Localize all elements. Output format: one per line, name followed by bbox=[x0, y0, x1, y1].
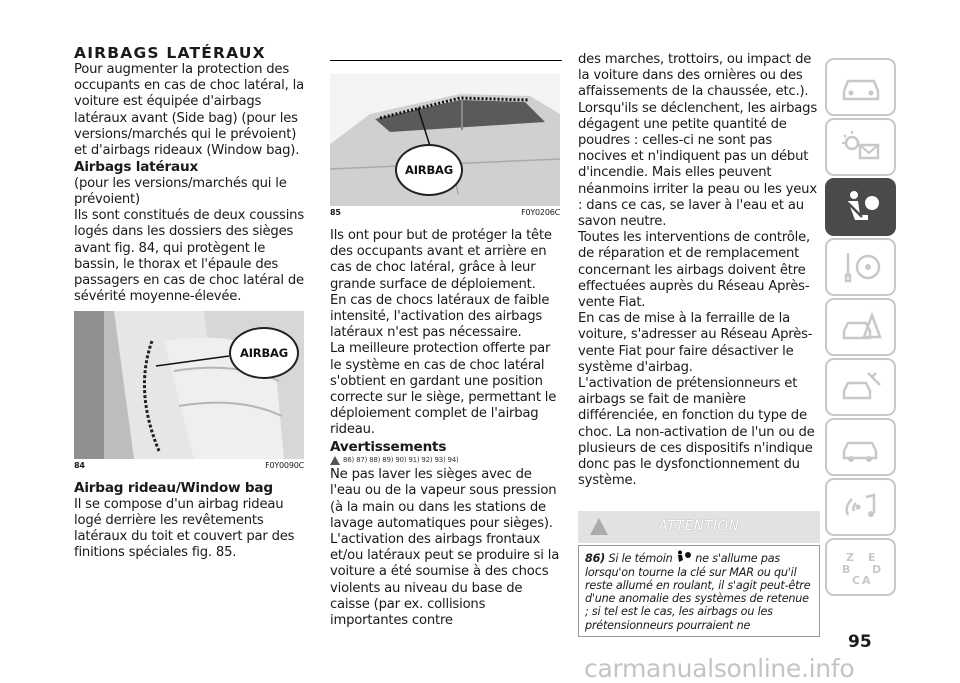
window-bag-paragraph: Il se compose d'un airbag rideau logé derrière les revêtements latéraux du toit et couvert par des finitions spéciales fig. 85. bbox=[74, 496, 295, 561]
attention-banner bbox=[578, 511, 820, 543]
multimedia-icon bbox=[838, 487, 884, 527]
tab-safety-airbag[interactable] bbox=[825, 178, 896, 236]
warning-lights-icon bbox=[838, 127, 884, 167]
tab-multimedia[interactable] bbox=[825, 478, 896, 536]
attention-label: ATTENTION bbox=[658, 519, 740, 535]
warning-references bbox=[330, 455, 562, 465]
column-right bbox=[578, 52, 820, 637]
column-left bbox=[74, 44, 310, 562]
paragraph: En cas de chocs latéraux de faible intensité, l'activation des airbags latéraux n'est pas nécessaire. bbox=[330, 292, 550, 341]
subheading-window-bag: Airbag rideau/Window bag bbox=[74, 480, 273, 497]
paragraph: Toutes les interventions de contrôle, de réparation et de remplacement concernant les airbags doivent être effectuées auprès du Réseau Après-vente Fiat. bbox=[578, 230, 811, 311]
index-letter: A bbox=[861, 574, 871, 587]
paragraph: Ils ont pour but de protéger la tête des occupants avant et arrière en cas de choc latéral, grâce à leur grande surface de déploiement. bbox=[330, 228, 552, 292]
paragraph: Ne pas laver les sièges avec de l'eau ou de la vapeur sous pression (à la main ou dans les stations de lavage automatiques pour sièges). bbox=[330, 467, 557, 531]
tab-starting-driving[interactable] bbox=[825, 238, 896, 296]
figure-85-image bbox=[330, 74, 560, 206]
paragraph: En cas de mise à la ferraille de la voiture, s'adresser au Réseau Après-vente Fiat pour faire désactiver le système d'airbag. bbox=[578, 311, 813, 375]
attention-number: 86) bbox=[585, 552, 606, 566]
index-letter: E bbox=[867, 551, 876, 564]
intro-paragraph: Pour augmenter la protection des occupants en cas de choc latéral, la voiture est équipée d'airbags latéraux avant (Side bag) (pour les versions/marchés qui le prévoient) et d'airbags rideaux (Window bag). bbox=[74, 62, 304, 159]
index-letter: D bbox=[871, 563, 881, 576]
warning-triangle-icon bbox=[590, 518, 608, 535]
figure-code: F0Y0206C bbox=[521, 208, 560, 217]
tab-emergency[interactable] bbox=[825, 298, 896, 356]
index-icon bbox=[838, 547, 884, 587]
steering-key-icon bbox=[838, 247, 884, 287]
tab-technical-data[interactable] bbox=[825, 418, 896, 476]
page-number: 95 bbox=[848, 632, 872, 652]
figure-85 bbox=[330, 74, 562, 218]
index-letter: C bbox=[851, 574, 860, 587]
figure-85-caption bbox=[330, 208, 560, 218]
figure-84 bbox=[74, 311, 310, 471]
airbag-label-badge: AIRBAG bbox=[395, 144, 463, 196]
airbag-label-badge: AIRBAG bbox=[229, 327, 299, 379]
side-airbags-note: (pour les versions/marchés qui le prévoient) bbox=[74, 175, 287, 207]
figure-84-caption bbox=[74, 461, 304, 471]
index-letter: B bbox=[841, 563, 850, 576]
paragraph: L'activation de prétensionneurs et airbags se fait de manière différenciée, en fonction du type de choc. La non-activation de l'un ou de plusieurs de ces dispositifs n'indique donc pas le dysfonctionnement du système. bbox=[578, 376, 815, 489]
watermark: carmanualsonline.info bbox=[584, 654, 855, 683]
seat-airbag-icon bbox=[838, 187, 884, 227]
paragraph: L'activation des airbags frontaux et/ou latéraux peut se produire si la voiture a été soumise à des chocs violents au niveau du base de caisse (par ex. collisions importantes contre bbox=[330, 531, 560, 628]
figure-84-image bbox=[74, 311, 304, 459]
figure-number: 84 bbox=[74, 461, 85, 471]
maintenance-icon bbox=[838, 367, 884, 407]
car-dashboard-icon bbox=[838, 67, 884, 107]
column-divider bbox=[330, 60, 562, 61]
paragraph: Lorsqu'ils se déclenchent, les airbags dégagent une petite quantité de poudres : celles-ci ne sont pas nocives et n'indiquent pas un début d'incendie. Mais elles peuvent néanmoins irriter la peau ou les yeux : dans ce cas, se laver à l'eau et au savon neutre. bbox=[578, 100, 818, 230]
index-letter: Z bbox=[845, 551, 854, 564]
chapter-tabs bbox=[825, 58, 896, 598]
tab-car-dashboard[interactable] bbox=[825, 58, 896, 116]
emergency-triangle-icon bbox=[838, 307, 884, 347]
technical-data-icon bbox=[838, 427, 884, 467]
side-airbags-paragraph: Ils sont constitués de deux coussins logés dans les dossiers des sièges avant fig. 84, qui protègent le bassin, le thorax et l'épaule des passagers en cas de choc latéral de sévérité moyenne-élevée. bbox=[74, 208, 304, 305]
subheading-side-airbags: Airbags latéraux bbox=[74, 159, 199, 176]
tab-index[interactable] bbox=[825, 538, 896, 596]
attention-text-post: ne s'allume pas lorsqu'on tourne la clé sur MAR ou qu'il reste allumé en roulant, il s'agit peut-être d'une anomalie des systèmes de retenue ; si tel est le cas, les airbags ou les prétensionneurs pourraient ne bbox=[585, 552, 811, 632]
tab-maintenance[interactable] bbox=[825, 358, 896, 416]
warning-refs-text: 86) 87) 88) 89) 90) 91) 92) 93) 94) bbox=[343, 456, 459, 465]
figure-number: 85 bbox=[330, 208, 341, 217]
figure-code: F0Y0090C bbox=[265, 461, 304, 471]
column-middle bbox=[330, 74, 562, 629]
paragraph: La meilleure protection offerte par le système en cas de choc latéral s'obtient en gardant une position correcte sur le siège, permettant le déploiement complet de l'airbag rideau. bbox=[330, 341, 557, 438]
airbag-warning-light-icon bbox=[676, 550, 692, 563]
tab-warning-lights[interactable] bbox=[825, 118, 896, 176]
attention-text-pre: Si le témoin bbox=[608, 552, 673, 566]
warning-triangle-icon bbox=[330, 456, 340, 465]
paragraph: des marches, trottoirs, ou impact de la voiture dans des ornières ou des affaissements de la chaussée, etc.). bbox=[578, 52, 812, 100]
attention-box bbox=[578, 545, 820, 637]
section-heading: AIRBAGS LATÉRAUX bbox=[74, 44, 266, 62]
subheading-warnings: Avertissements bbox=[330, 438, 447, 455]
